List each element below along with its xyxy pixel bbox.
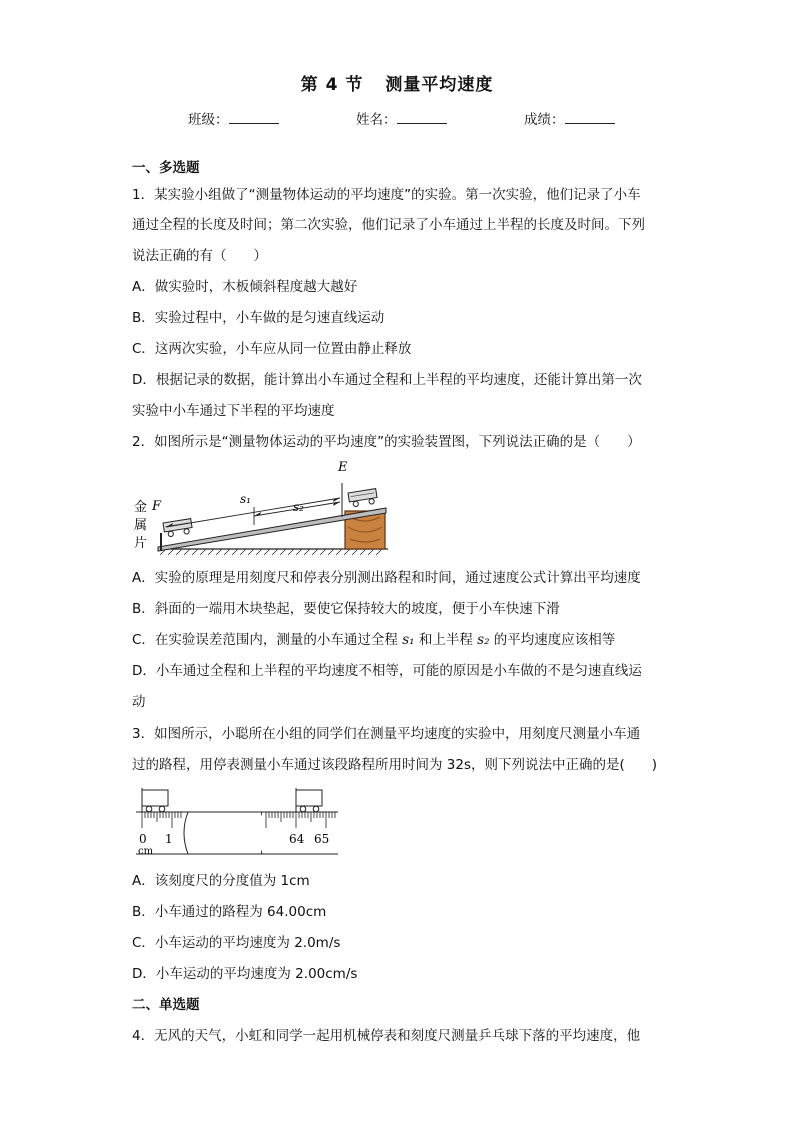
class-field bbox=[188, 108, 279, 128]
q2-c-post: 的平均速度应该相等 bbox=[489, 632, 616, 648]
q3-option-d: D．小车运动的平均速度为 2.00cm/s bbox=[132, 966, 358, 982]
q2-option-c bbox=[132, 628, 615, 648]
q1-stem-line2: 通过全程的长度及时间；第二次实验，他们记录了小车通过上半程的长度及时间。下列 bbox=[132, 217, 645, 233]
q1-option-a: A．做实验时，木板倾斜程度越大越好 bbox=[132, 279, 358, 295]
incline-figure bbox=[130, 455, 400, 560]
q2-c-pre: C．在实验误差范围内，测量的小车通过全程 bbox=[132, 632, 403, 648]
title-text: 测量平均速度 bbox=[385, 75, 494, 95]
q3-stem-line1: 3．如图所示，小聪所在小组的同学们在测量平均速度的实验中，用刻度尺测量小车通 bbox=[132, 726, 641, 742]
label-metal-2: 属 bbox=[134, 518, 148, 533]
ruler-figure bbox=[132, 782, 342, 860]
cart-top bbox=[348, 489, 378, 508]
q2-stem: 2．如图所示是“测量物体运动的平均速度”的实验装置图，下列说法正确的是（ ） bbox=[132, 434, 641, 450]
q1-stem-line1: 1．某实验小组做了“测量物体运动的平均速度”的实验。第一次实验，他们记录了小车 bbox=[132, 187, 641, 203]
ruler-cart-right bbox=[296, 788, 322, 812]
page-title bbox=[0, 70, 794, 95]
name-field bbox=[356, 108, 447, 128]
ruler-label-65: 65 bbox=[314, 832, 330, 846]
label-metal-3: 片 bbox=[134, 536, 148, 551]
ruler-cart-left bbox=[142, 788, 168, 812]
q2-option-b: B．斜面的一端用木块垫起，要使它保持较大的坡度，便于小车快速下滑 bbox=[132, 601, 560, 617]
q1-option-b: B．实验过程中，小车做的是匀速直线运动 bbox=[132, 310, 385, 326]
score-label: 成绩： bbox=[524, 112, 565, 128]
q2-option-d-line1: D．小车通过全程和上半程的平均速度不相等，可能的原因是小车做的不是匀速直线运 bbox=[132, 663, 642, 679]
q1-option-d-line2: 实验中小车通过下半程的平均速度 bbox=[132, 403, 335, 419]
class-label: 班级： bbox=[188, 112, 229, 128]
q3-option-b: B．小车通过的路程为 64.00cm bbox=[132, 904, 327, 920]
label-E: E bbox=[338, 460, 348, 475]
q2-option-d-line2: 动 bbox=[132, 694, 146, 710]
q2-c-s2: s₂ bbox=[477, 632, 490, 648]
q4-stem-line1: 4．无风的天气，小虹和同学一起用机械停表和刻度尺测量乒乓球下落的平均速度，他 bbox=[132, 1028, 641, 1044]
section-title-multi: 一、多选题 bbox=[132, 160, 200, 176]
ruler-label-0: 0 bbox=[139, 832, 147, 846]
q3-option-c: C．小车运动的平均速度为 2.0m/s bbox=[132, 935, 341, 951]
q3-stem-line2: 过的路程，用停表测量小车通过该段路程所用时间为 32s，则下列说法中正确的是( ) bbox=[132, 757, 658, 773]
label-s2: s₂ bbox=[293, 500, 304, 514]
ruler-label-64: 64 bbox=[289, 832, 305, 846]
section-number: 第 4 节 bbox=[300, 75, 364, 95]
q1-option-d-line1: D．根据记录的数据，能计算出小车通过全程和上半程的平均速度，还能计算出第一次 bbox=[132, 372, 642, 388]
class-blank bbox=[229, 111, 279, 124]
q2-c-mid: 和上半程 bbox=[414, 632, 478, 648]
name-blank bbox=[397, 111, 447, 124]
q1-stem-line3: 说法正确的有（ ） bbox=[132, 248, 267, 264]
score-blank bbox=[565, 111, 615, 124]
label-s1: s₁ bbox=[240, 492, 251, 506]
q2-option-a: A．实验的原理是用刻度尺和停表分别测出路程和时间，通过速度公式计算出平均速度 bbox=[132, 570, 641, 586]
label-metal-1: 金 bbox=[134, 500, 148, 515]
q3-option-a: A．该刻度尺的分度值为 1cm bbox=[132, 873, 310, 889]
q1-option-c: C．这两次实验，小车应从同一位置由静止释放 bbox=[132, 341, 412, 357]
ruler-unit: cm bbox=[138, 846, 154, 857]
score-field bbox=[524, 108, 615, 128]
label-F: F bbox=[152, 499, 162, 514]
q2-c-s1: s₁ bbox=[402, 632, 415, 648]
section-title-single: 二、单选题 bbox=[132, 997, 200, 1013]
name-label: 姓名： bbox=[356, 112, 397, 128]
ruler-label-1: 1 bbox=[165, 832, 173, 846]
cart-bottom bbox=[163, 519, 193, 538]
